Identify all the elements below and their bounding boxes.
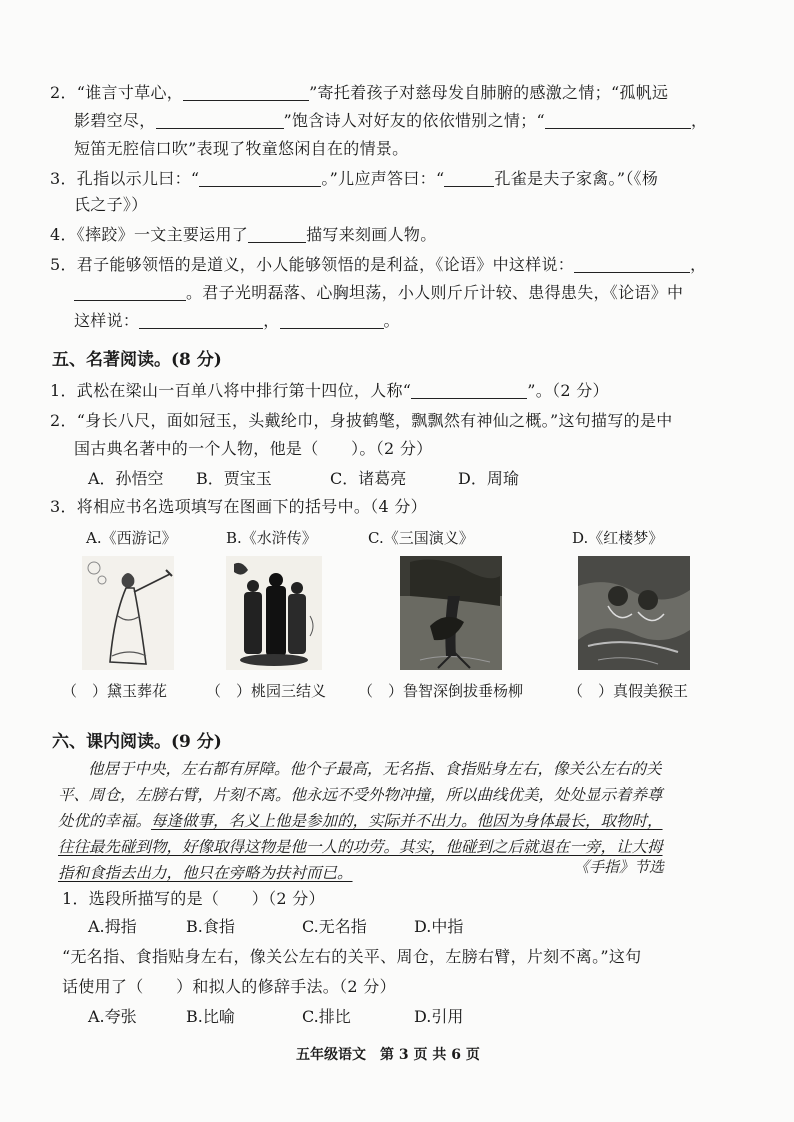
- book-option-b: B.《水浒传》: [226, 529, 317, 547]
- sec6-q2-line1: “无名指、食指贴身左右，像关公左右的关平、周仓，左膀右臂，片刻不离。”这句: [62, 947, 642, 966]
- q4-item5-line2: 。君子光明磊落、心胸坦荡，小人则斤斤计较、患得患失，《论语》中: [74, 282, 683, 304]
- answer-blank[interactable]: [248, 224, 306, 243]
- answer-blank[interactable]: [74, 282, 186, 301]
- book-option-c: C.《三国演义》: [368, 529, 474, 547]
- sec6-q2-line2: 话使用了（ ）和拟人的修辞手法。（2 分）: [62, 977, 396, 996]
- passage-line-4: 往往最先碰到物，好像取得这物是他一人的功劳。其实，他碰到之后就退在一旁，让大拇: [58, 838, 663, 856]
- option-c[interactable]: C.排比: [302, 1007, 351, 1026]
- option-b[interactable]: B.比喻: [186, 1007, 235, 1026]
- sec5-q3: 3．将相应书名选项填写在图画下的括号中。（4 分）: [50, 497, 427, 516]
- option-d[interactable]: D.中指: [414, 917, 464, 936]
- page-footer: 五年级语文 第 3 页 共 6 页: [296, 1047, 480, 1063]
- option-d[interactable]: D.引用: [414, 1007, 464, 1026]
- peach-garden-oath-illustration: [226, 556, 322, 670]
- option-b[interactable]: B.食指: [186, 917, 235, 936]
- q4-item2-line3: 短笛无腔信口吹”表现了牧童悠闲自在的情景。: [74, 139, 409, 158]
- sec5-q2-line1: 2．“身长八尺，面如冠玉，头戴纶巾，身披鹤氅，飘飘然有神仙之概。”这句描写的是中: [50, 411, 673, 430]
- answer-blank[interactable]: [183, 82, 309, 101]
- caption-daiyu: （ ）黛玉葬花: [62, 682, 168, 700]
- book-option-a: A.《西游记》: [86, 529, 177, 547]
- option-c[interactable]: C.无名指: [302, 917, 367, 936]
- answer-blank[interactable]: [545, 110, 691, 129]
- option-b[interactable]: B．贾宝玉: [196, 469, 272, 488]
- answer-blank[interactable]: [156, 110, 284, 129]
- option-a[interactable]: A.拇指: [88, 917, 137, 936]
- passage-line-1: 他居于中央，左右都有屏障。他个子最高，无名指、食指贴身左右，像关公左右的关: [88, 760, 662, 778]
- option-a[interactable]: A.夸张: [88, 1007, 137, 1026]
- q4-item2-line2: 影碧空尽， ”饱含诗人对好友的依依惜别之情；“ ，: [74, 111, 708, 130]
- answer-blank[interactable]: [199, 168, 321, 187]
- passage-line-2: 平、周仓，左膀右臂，片刻不离。他永远不受外物冲撞，所以曲线优美，处处显示着养尊: [58, 786, 663, 804]
- true-false-monkey-king-illustration: [578, 556, 690, 670]
- option-a[interactable]: A．孙悟空: [88, 469, 164, 488]
- q4-item2-line1: 2．“谁言寸草心， ”寄托着孩子对慈母发自肺腑的感激之情；“孤帆远: [50, 83, 669, 102]
- passage-line-5: 指和食指去出力，他只在旁略为扶衬而已。: [58, 864, 353, 882]
- sec5-q1: 1．武松在梁山一百单八将中排行第十四位，人称“ ”。（2 分）: [50, 381, 609, 400]
- answer-blank[interactable]: [411, 380, 527, 399]
- q4-item3-line1: 3．孔指以示儿曰：“ 。”儿应声答曰：“ 孔雀是夫子家禽。”（《杨: [50, 169, 659, 188]
- answer-blank[interactable]: [444, 168, 494, 187]
- answer-blank[interactable]: [574, 254, 690, 273]
- sec6-q1: 1．选段所描写的是（ ）（2 分）: [62, 889, 325, 908]
- caption-monkey-king: （ ）真假美猴王: [568, 682, 689, 700]
- passage-line-3: 处优的幸福。每逢做事，名义上他是参加的，实际并不出力。他因为身体最长，取物时，: [58, 812, 663, 830]
- answer-blank[interactable]: [280, 310, 384, 329]
- sec5-q2-line2: 国古典名著中的一个人物，他是（ ）。（2 分）: [74, 439, 433, 458]
- caption-lu-zhishen: （ ）鲁智深倒拔垂杨柳: [358, 682, 524, 700]
- section5-title: 五、名著阅读。(8 分): [52, 350, 222, 370]
- q4-item5-line3: 这样说： ， 。: [74, 311, 400, 330]
- answer-blank[interactable]: [139, 310, 263, 329]
- option-d[interactable]: D．周瑜: [458, 469, 519, 488]
- caption-peach-garden: （ ）桃园三结义: [206, 682, 327, 700]
- lu-zhishen-uprooting-willow-illustration: [400, 556, 502, 670]
- daiyu-burying-flowers-illustration: [82, 556, 174, 670]
- option-c[interactable]: C．诸葛亮: [330, 469, 407, 488]
- section6-title: 六、课内阅读。(9 分): [52, 732, 222, 752]
- book-option-d: D.《红楼梦》: [572, 529, 664, 547]
- q4-item3-line2: 氏之子》）: [74, 195, 148, 214]
- passage-source: 《手指》节选: [574, 858, 665, 876]
- q4-item4: 4．《摔跤》一文主要运用了 描写来刻画人物。: [50, 225, 437, 244]
- q4-item5-line1: 5．君子能够领悟的是道义，小人能够领悟的是利益，《论语》中这样说： ，: [50, 255, 707, 274]
